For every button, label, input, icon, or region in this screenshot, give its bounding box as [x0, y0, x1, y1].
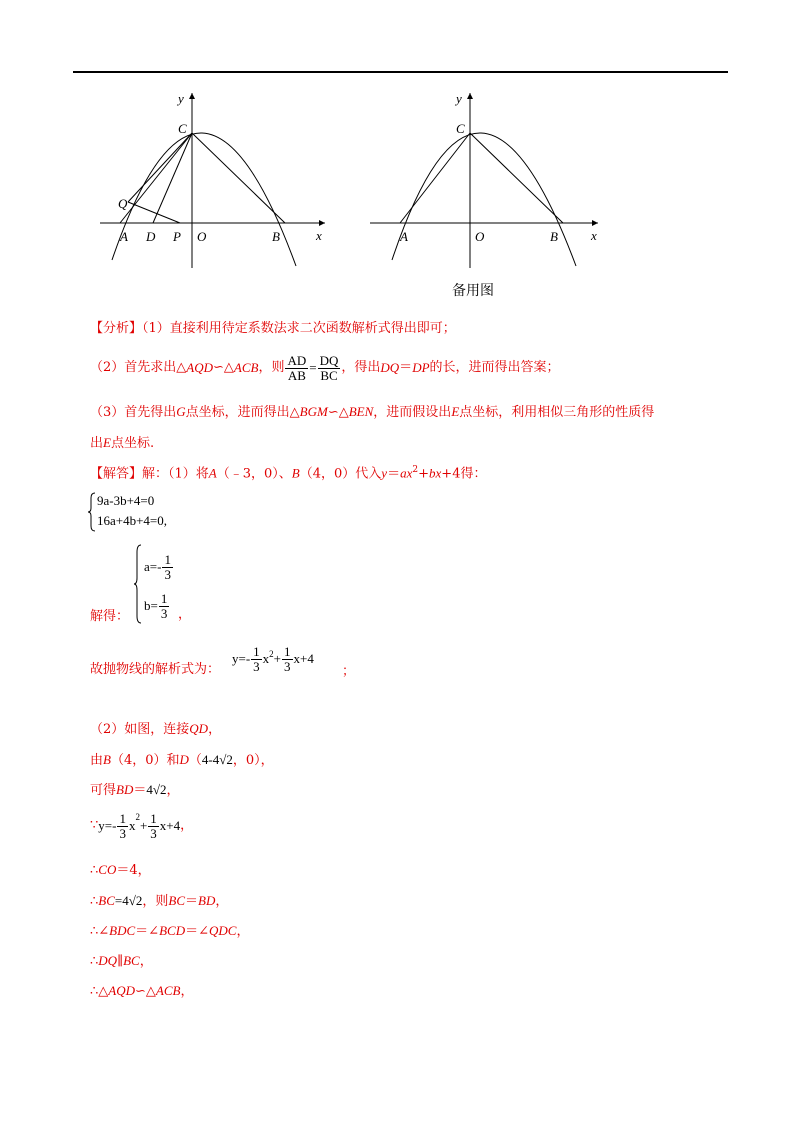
solution-b: b= $\frac{1}{3}$: [144, 591, 168, 621]
segment-ac: [120, 133, 192, 223]
solve-end: ，: [178, 607, 192, 622]
label-b: B: [550, 229, 558, 244]
label-y: y: [178, 91, 184, 106]
step-r7: ∴DQ∥BC，: [90, 953, 153, 969]
step-r2: 可得BD＝4√2，: [90, 782, 180, 798]
label-o: O: [197, 229, 207, 244]
label-b: B: [272, 229, 280, 244]
figure-left: [100, 88, 340, 278]
segment-bc: [192, 133, 285, 223]
parabola-equation: y=- $\frac{1}{3}$ x $^2$ + $\frac{1}{3}$ x+4: [232, 644, 314, 674]
label-x: x: [591, 228, 597, 243]
part2-intro: （2）如图，连接QD，: [90, 721, 222, 737]
label-o: O: [475, 229, 485, 244]
label-c: C: [178, 121, 187, 136]
label-a: A: [400, 229, 408, 244]
label-d: D: [146, 229, 156, 244]
analysis-p2: （2）首先求出△ AQD ∽△ ACB ，则 $\frac{AD}{AB}$ = $\frac{DQ}{BC}$ ，得出 DQ ＝ DP 的长，进而得出答案；: [90, 353, 560, 383]
segment-dc: [153, 133, 192, 223]
parabola: [112, 133, 296, 266]
step-r5: ∴BC=4√2，则BC＝BD，: [90, 893, 229, 909]
brace-solution: [134, 544, 142, 624]
label-p: P: [173, 229, 181, 244]
analysis-p3-cont: 出E点坐标.: [90, 435, 155, 451]
step-r6: ∴∠BDC＝∠BCD＝∠QDC，: [90, 923, 250, 939]
parabola-label: 故抛物线的解析式为：: [90, 662, 221, 677]
solve-label: 解得：: [90, 609, 130, 624]
figure-right: [370, 88, 610, 278]
step-r1: 由B（4，0）和D（4-4√2，0），: [90, 752, 274, 768]
analysis-p3: （3）首先得出G点坐标，进而得出△BGM∽△BEN，进而假设出E点坐标，利用相似三角形的性质得: [90, 404, 655, 420]
label-y: y: [456, 91, 462, 106]
label-a: A: [120, 229, 128, 244]
label-q: Q: [118, 196, 128, 211]
brace-system: [88, 492, 96, 532]
figure-caption: 备用图: [452, 283, 494, 299]
equation-2: 16a+4b+4=0,: [97, 513, 168, 528]
header-rule: [73, 71, 728, 73]
step-r4: ∴CO＝4，: [90, 862, 151, 878]
equation-1: 9a-3b+4=0: [97, 493, 155, 508]
solution-step1: 【解答】解：（1）将A（﹣3，0）、B（4，0）代入$y=ax^2+bx+4$得：: [90, 465, 487, 482]
segment-qc: [128, 133, 192, 202]
solution-a: a=- $\frac{1}{3}$: [144, 552, 171, 582]
step-r3: ∵ y=- $\frac{1}{3}$ x $^2$ + $\frac{1}{3}$ x+4 ，: [90, 811, 194, 841]
analysis-p1: 【分析】（1）直接利用待定系数法求二次函数解析式得出即可；: [90, 321, 456, 336]
label-x: x: [316, 228, 322, 243]
step-r8: ∴△AQD∽△ACB，: [90, 983, 194, 999]
label-c: C: [456, 121, 465, 136]
